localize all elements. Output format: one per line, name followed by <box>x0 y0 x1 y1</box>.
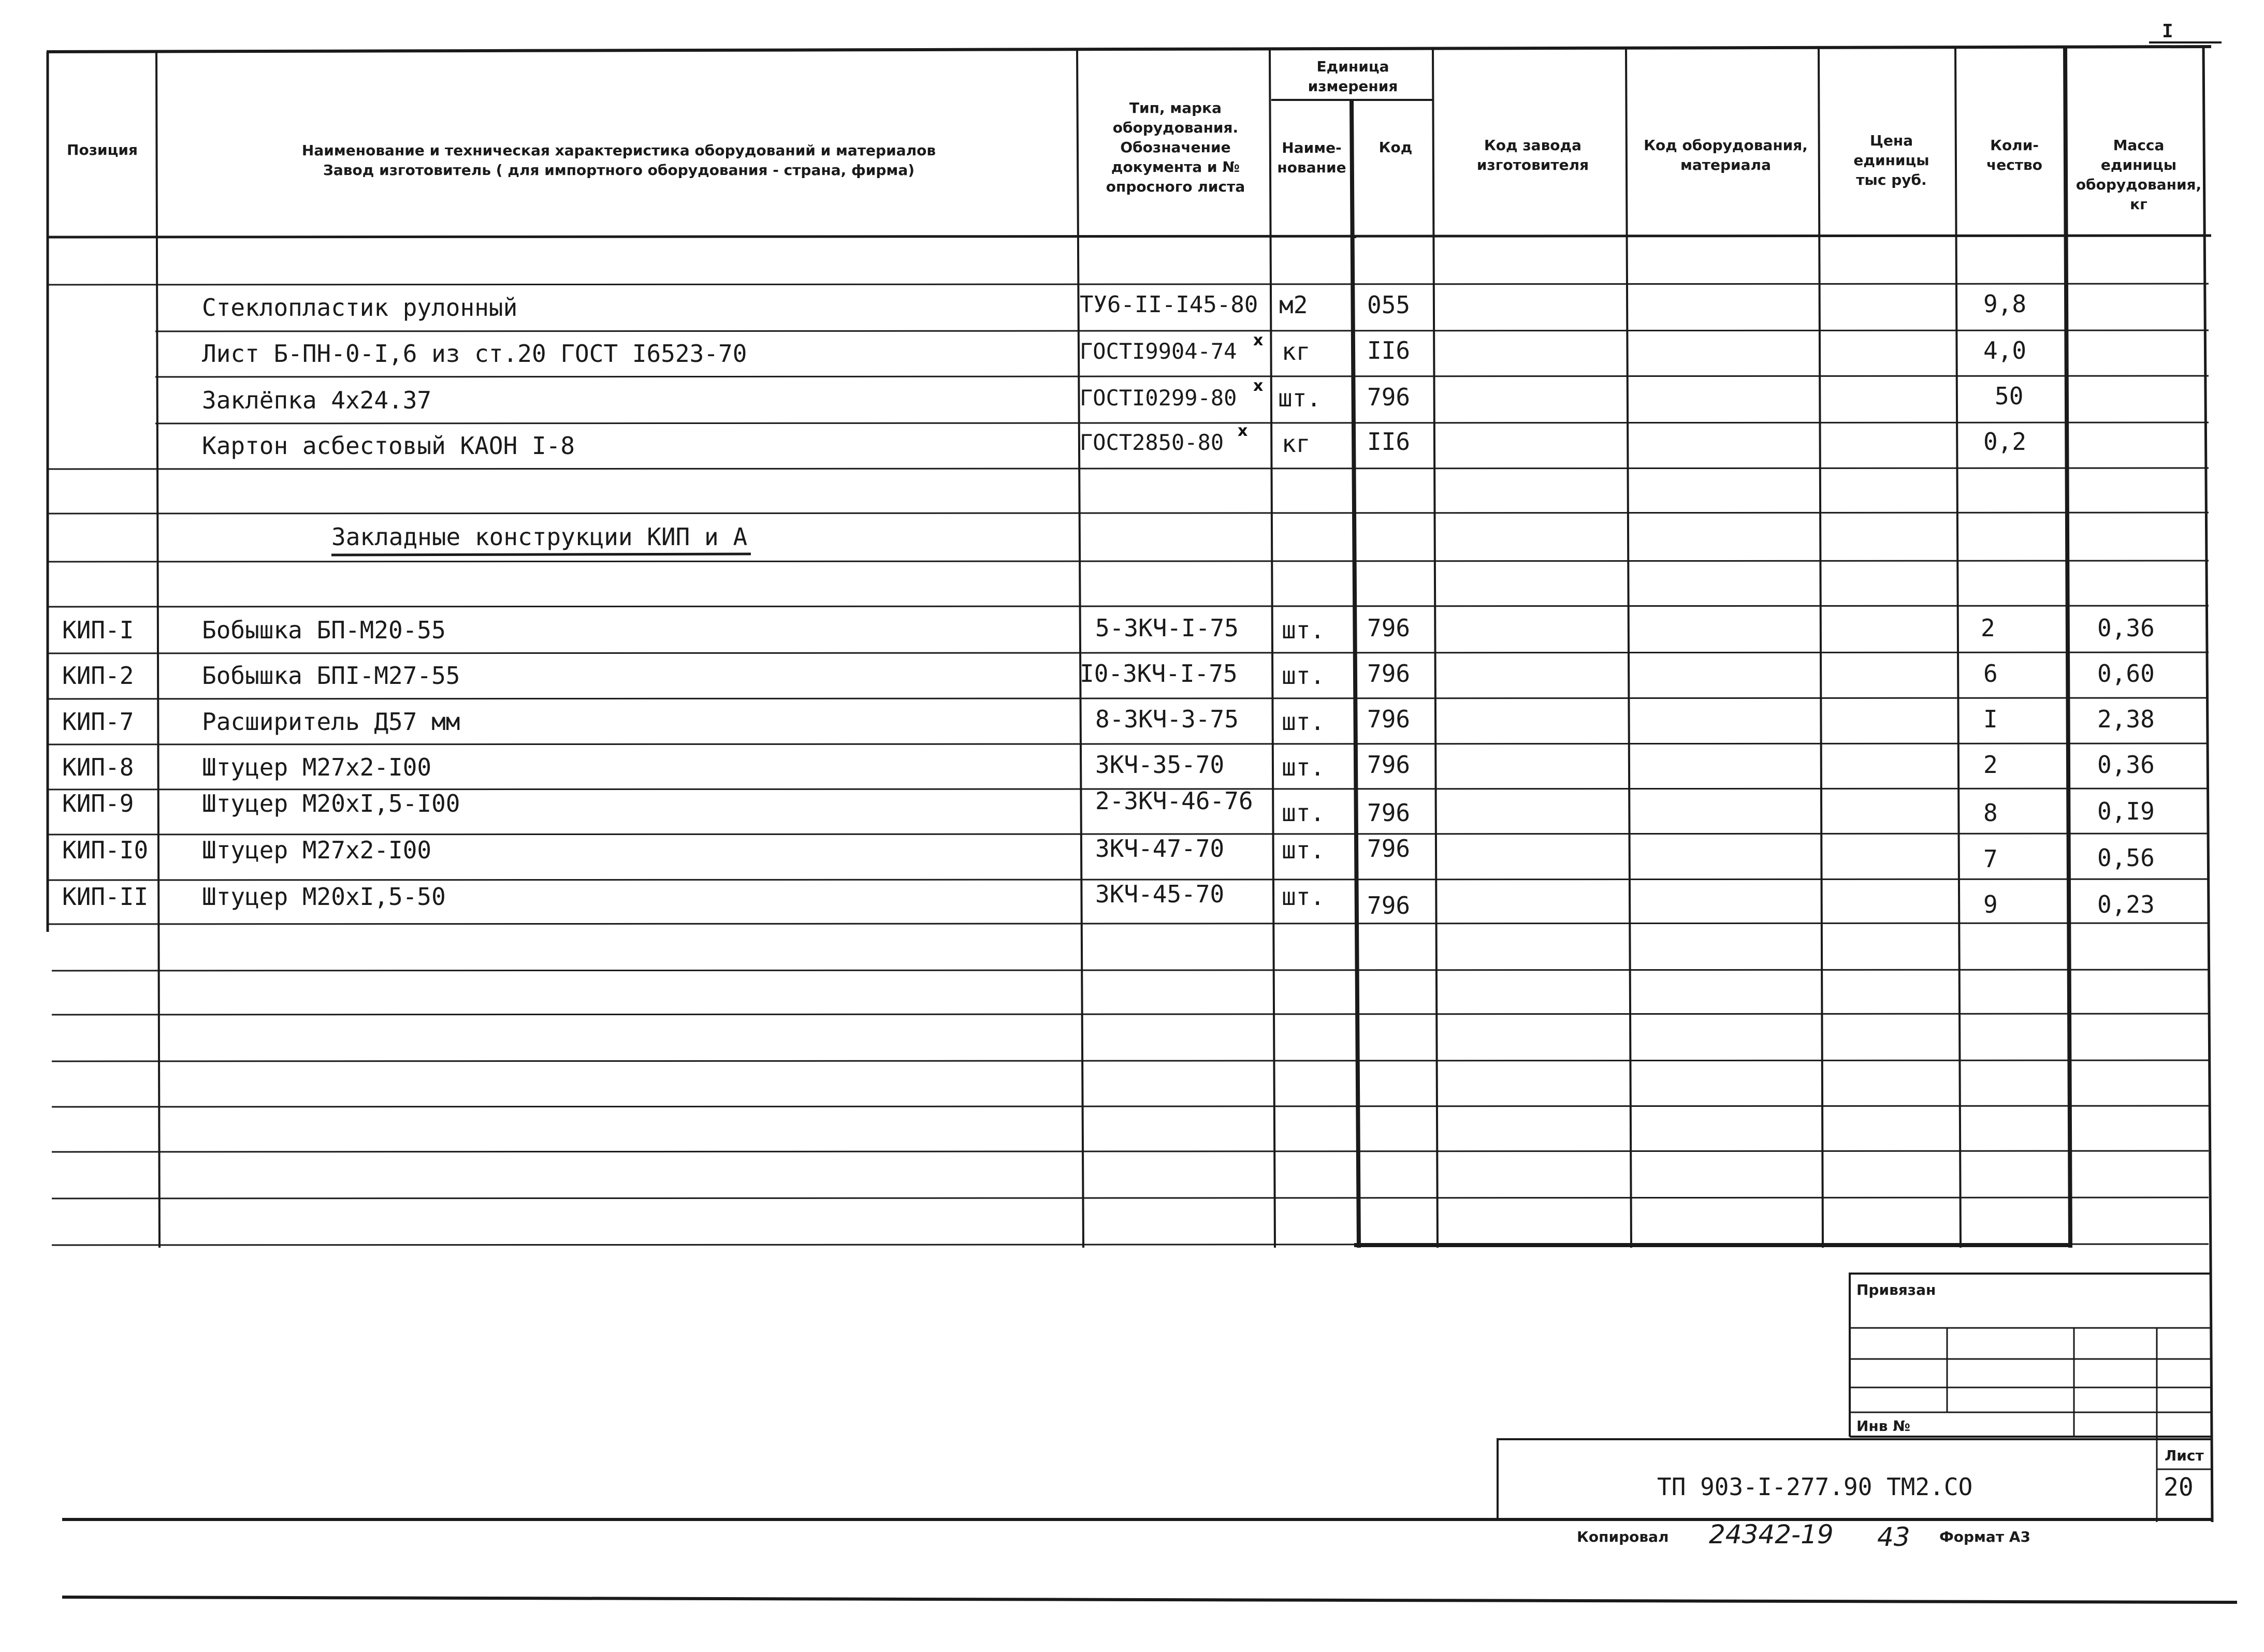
row-5-pos: КИП-I <box>62 616 134 644</box>
row-5-qty: 2 <box>1981 614 1995 642</box>
row-7-unit: шт. <box>1282 708 1325 736</box>
row-4-unit: кг <box>1282 430 1311 458</box>
row-8-type: ЗКЧ-35-70 <box>1095 751 1225 779</box>
header-equip-code: Код оборудования, материала <box>1644 137 1808 173</box>
row-1-qty: 9,8 <box>1983 290 2027 318</box>
row-1-type: ТУ6-II-I45-80 <box>1080 291 1258 318</box>
row-9-qty: 8 <box>1983 799 1998 827</box>
row-11-qty: 9 <box>1983 890 1998 918</box>
row-6-code: 796 <box>1367 660 1411 688</box>
stamp-copied-label: Копировал <box>1577 1528 1669 1545</box>
stamp-format: Формат А3 <box>1939 1528 2030 1545</box>
row-10-name: Штуцер М27х2-I00 <box>202 836 432 864</box>
row-8-mass: 0,36 <box>2097 751 2155 779</box>
row-5-type: 5-ЗКЧ-I-75 <box>1095 614 1239 642</box>
row-9-code: 796 <box>1367 799 1411 827</box>
row-2-gost-mark: х <box>1253 331 1264 349</box>
stamp-inv-label: Инв № <box>1856 1417 1910 1435</box>
stamp-tied-label: Привязан <box>1856 1281 1936 1298</box>
stamp-sheet-number: 20 <box>2164 1473 2194 1502</box>
row-10-qty: 7 <box>1983 845 1998 873</box>
corner-mark: I <box>2162 21 2173 42</box>
row-6-unit: шт. <box>1282 662 1325 690</box>
row-9-unit: шт. <box>1282 799 1325 827</box>
row-2-code: II6 <box>1367 337 1411 364</box>
header-name: Наименование и техническая характеристика оборудований и материалов Завод изготовитель ( для импортного оборудования - страна, фирма) <box>301 142 936 179</box>
row-4-gost-mark: х <box>1238 422 1248 440</box>
row-5-unit: шт. <box>1282 616 1325 644</box>
row-3-name: Заклёпка 4х24.37 <box>202 386 432 414</box>
row-6-type: I0-ЗКЧ-I-75 <box>1080 660 1238 688</box>
stamp-copy-sub: 43 <box>1877 1522 1910 1552</box>
row-7-mass: 2,38 <box>2097 705 2155 733</box>
row-9-pos: КИП-9 <box>62 790 134 817</box>
row-3-gost-mark: х <box>1253 377 1264 395</box>
row-2-unit: кг <box>1282 338 1311 366</box>
row-4-code: II6 <box>1367 428 1411 456</box>
row-9-type: 2-ЗКЧ-46-76 <box>1095 787 1253 815</box>
row-2-name: Лист Б-ПН-0-I,6 из ст.20 ГОСТ I6523-70 <box>202 340 747 368</box>
row-3-type: ГОСТI0299-80 <box>1080 385 1237 411</box>
row-3-qty: 50 <box>1995 382 2024 410</box>
row-7-code: 796 <box>1367 705 1411 733</box>
row-10-type: ЗКЧ-47-70 <box>1095 835 1225 862</box>
row-2-qty: 4,0 <box>1983 337 2027 364</box>
row-7-pos: КИП-7 <box>62 708 134 736</box>
row-1-code: 055 <box>1367 291 1411 319</box>
header-price: Цена единицы тыс руб. <box>1853 132 1929 188</box>
row-3-unit: шт. <box>1278 384 1322 412</box>
row-10-code: 796 <box>1367 835 1411 862</box>
row-11-mass: 0,23 <box>2097 890 2155 918</box>
header-unit-group: Единица измерения <box>1308 57 1398 95</box>
header-position: Позиция <box>67 141 138 158</box>
header-unit-name: Наиме- нование <box>1277 139 1346 176</box>
row-6-qty: 6 <box>1983 660 1998 688</box>
row-6-name: Бобышка БПI-М27-55 <box>202 662 460 690</box>
row-10-pos: КИП-I0 <box>62 836 149 864</box>
row-3-code: 796 <box>1367 383 1411 411</box>
row-9-name: Штуцер М20хI,5-I00 <box>202 790 460 817</box>
row-1-unit: м2 <box>1279 291 1308 319</box>
stamp-doc-code: ТП 903-I-277.90 ТМ2.СО <box>1657 1473 1973 1501</box>
row-6-mass: 0,60 <box>2097 660 2155 688</box>
row-1-name: Стеклопластик рулонный <box>202 294 518 321</box>
row-8-qty: 2 <box>1983 751 1998 779</box>
row-11-code: 796 <box>1367 891 1411 919</box>
header-mass: Масса единицы оборудования, кг <box>2076 136 2202 213</box>
row-5-mass: 0,36 <box>2097 614 2155 642</box>
header-unit-code: Код <box>1378 139 1413 156</box>
row-6-pos: КИП-2 <box>62 662 134 690</box>
row-8-code: 796 <box>1367 751 1411 779</box>
row-5-name: Бобышка БП-М20-55 <box>202 616 446 644</box>
row-7-type: 8-ЗКЧ-3-75 <box>1095 705 1239 733</box>
row-8-name: Штуцер М27х2-I00 <box>202 753 432 781</box>
row-7-qty: I <box>1983 705 1998 733</box>
row-7-name: Расширитель Д57 мм <box>202 708 460 736</box>
row-9-mass: 0,I9 <box>2097 797 2155 825</box>
row-4-name: Картон асбестовый КАОН I-8 <box>202 432 575 460</box>
stamp-sheet-label: Лист <box>2165 1447 2204 1464</box>
row-2-type: ГОСТI9904-74 <box>1080 339 1237 364</box>
row-10-mass: 0,56 <box>2097 844 2155 872</box>
row-11-pos: КИП-II <box>62 883 149 911</box>
row-11-type: ЗКЧ-45-70 <box>1095 880 1225 908</box>
row-11-name: Штуцер М20хI,5-50 <box>202 883 446 911</box>
row-8-unit: шт. <box>1282 753 1325 781</box>
row-10-unit: шт. <box>1282 836 1325 864</box>
row-5-code: 796 <box>1367 614 1411 642</box>
section-title: Закладные конструкции КИП и А <box>331 523 748 551</box>
header-plant-code: Код завода изготовителя <box>1476 137 1589 173</box>
row-11-unit: шт. <box>1282 883 1325 911</box>
stamp-copy-number: 24342-19 <box>1709 1519 1834 1549</box>
row-4-type: ГОСТ2850-80 <box>1080 430 1224 455</box>
row-4-qty: 0,2 <box>1983 428 2027 456</box>
header-type: Тип, марка оборудования. Обозначение документа и № опросного листа <box>1106 99 1245 195</box>
row-8-pos: КИП-8 <box>62 753 134 781</box>
header-qty: Коли- чество <box>1986 137 2042 173</box>
